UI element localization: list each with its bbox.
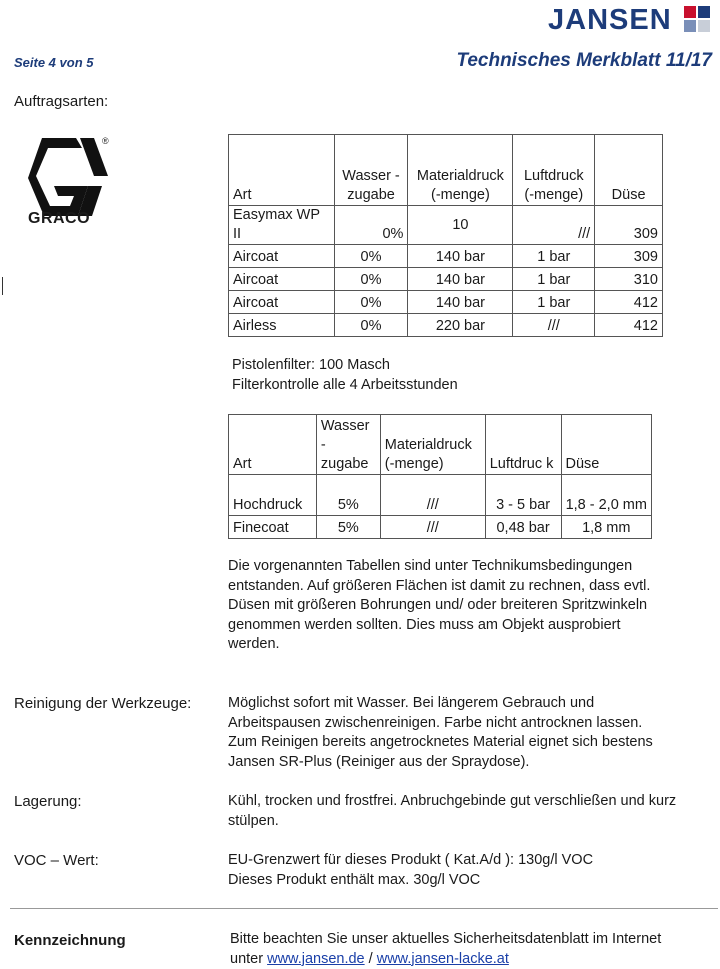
link-jansen-de[interactable]: www.jansen.de — [267, 950, 365, 967]
label-kennzeichnung: Kennzeichnung — [14, 932, 126, 949]
graco-logo-text: GRACO — [28, 210, 91, 227]
table-cell: 140 bar — [408, 268, 513, 291]
table-header-row — [229, 415, 652, 475]
table-header-cell: Luftdruc k — [485, 415, 561, 475]
table-row — [229, 245, 663, 268]
table-cell: 0% — [334, 314, 408, 337]
table-cell: Aircoat — [229, 245, 335, 268]
table-cell: 1,8 - 2,0 mm — [561, 475, 651, 516]
logo-square-icon — [698, 20, 710, 32]
conditions-note — [228, 557, 650, 655]
table-cell: 1 bar — [513, 245, 595, 268]
label-lagerung: Lagerung: — [14, 793, 82, 810]
reinigung-line: Möglichst sofort mit Wasser. Bei längerem Gebrauch und — [228, 695, 595, 711]
table-row — [229, 314, 663, 337]
table-cell: 0% — [334, 268, 408, 291]
kennzeichnung-line: Bitte beachten Sie unser aktuelles Sicherheitsdatenblatt im Internet — [230, 931, 662, 947]
reinigung-text — [228, 694, 653, 772]
table-header-cell: Materialdruck (-menge) — [380, 415, 485, 475]
table-cell: /// — [380, 475, 485, 516]
table-row — [229, 206, 663, 245]
table-cell: 310 — [595, 268, 663, 291]
table-cell: 0% — [334, 291, 408, 314]
table-cell: Aircoat — [229, 268, 335, 291]
note-line: genommen werden sollten. Dies muss am Objekt ausprobiert — [228, 616, 621, 633]
table-header-cell: Düse — [595, 135, 663, 206]
voc-line: Dieses Produkt enthält max. 30g/l VOC — [228, 871, 481, 888]
link-separator: / — [364, 950, 377, 967]
table-header-cell: Art — [229, 415, 317, 475]
table-cell: 220 bar — [408, 314, 513, 337]
kennzeichnung-links — [230, 950, 661, 969]
table-cell: 309 — [595, 206, 663, 245]
lagerung-line: Kühl, trocken und frostfrei. Anbruchgebinde gut verschließen und kurz — [228, 793, 677, 809]
text-cursor — [2, 277, 3, 295]
table-cell: 5% — [316, 516, 380, 539]
graco-logo — [28, 138, 110, 228]
logo-square-icon — [684, 6, 696, 18]
table-cell: 3 - 5 bar — [485, 475, 561, 516]
filter-notes — [232, 356, 458, 395]
table-cell: /// — [380, 516, 485, 539]
table-header-cell: Luftdruck (-menge) — [513, 135, 595, 206]
kennzeichnung-prefix: unter — [230, 950, 268, 967]
page-number: Seite 4 von 5 — [14, 55, 94, 70]
note-line: Die vorgenannten Tabellen sind unter Technikumsbedingungen — [228, 558, 633, 574]
section-auftragsarten: Auftragsarten: — [14, 93, 109, 110]
spray-table-hvlp — [228, 414, 652, 539]
note-line: Düsen mit größeren Bohrungen und/ oder breiteren Spritzwinkeln — [228, 597, 648, 613]
reinigung-line: Arbeitspausen zwischenreinigen. Farbe nicht antrocknen lassen. — [228, 714, 643, 731]
voc-line: EU-Grenzwert für dieses Produkt ( Kat.A/d ): 130g/l VOC — [228, 852, 594, 868]
table-header-cell: Düse — [561, 415, 651, 475]
table-header-cell: Art — [229, 135, 335, 206]
note-line: entstanden. Auf größeren Flächen ist damit zu rechnen, dass evtl. — [228, 577, 651, 594]
filter-note-line: Pistolenfilter: 100 Masch — [232, 357, 390, 373]
table-cell: Aircoat — [229, 291, 335, 314]
table-cell: 1,8 mm — [561, 516, 651, 539]
filter-note-line: Filterkontrolle alle 4 Arbeitsstunden — [232, 376, 458, 393]
table-cell: 0,48 bar — [485, 516, 561, 539]
document-title: Technisches Merkblatt 11/17 — [456, 50, 712, 71]
table-cell: 1 bar — [513, 268, 595, 291]
jansen-logo-text: JANSEN — [548, 4, 672, 36]
table-cell: Airless — [229, 314, 335, 337]
jansen-logo — [548, 3, 714, 37]
table-cell: /// — [513, 314, 595, 337]
jansen-logo-mark-icon — [684, 6, 712, 32]
table-row — [229, 291, 663, 314]
logo-square-icon — [698, 6, 710, 18]
table-header-row — [229, 135, 663, 206]
table-header-cell: Wasser - zugabe — [334, 135, 408, 206]
label-reinigung: Reinigung der Werkzeuge: — [14, 695, 192, 712]
table-cell: Hochdruck — [229, 475, 317, 516]
table-cell: /// — [513, 206, 595, 245]
kennzeichnung-text — [230, 930, 661, 969]
table-cell: 0% — [334, 206, 408, 245]
table-cell: 5% — [316, 475, 380, 516]
table-row — [229, 475, 652, 516]
table-cell: 0% — [334, 245, 408, 268]
logo-square-icon — [684, 20, 696, 32]
label-voc: VOC – Wert: — [14, 852, 99, 869]
table-cell: 412 — [595, 314, 663, 337]
table-cell: Finecoat — [229, 516, 317, 539]
table-cell: 1 bar — [513, 291, 595, 314]
table-cell: 412 — [595, 291, 663, 314]
table-header-cell: Wasser - zugabe — [316, 415, 380, 475]
table-cell: 140 bar — [408, 291, 513, 314]
table-cell: 309 — [595, 245, 663, 268]
divider — [10, 908, 718, 909]
spray-table-graco — [228, 134, 663, 337]
lagerung-text — [228, 792, 676, 831]
reinigung-line: Jansen SR-Plus (Reiniger aus der Spraydose). — [228, 753, 530, 770]
table-header-cell: Materialdruck (-menge) — [408, 135, 513, 206]
voc-text — [228, 851, 593, 890]
table-cell: 140 bar — [408, 245, 513, 268]
table-cell: 10 — [408, 206, 513, 245]
note-line: werden. — [228, 636, 280, 652]
reinigung-line: Zum Reinigen bereits angetrocknetes Material eignet sich bestens — [228, 734, 653, 750]
link-jansen-lacke-at[interactable]: www.jansen-lacke.at — [376, 950, 509, 967]
table-cell: Easymax WP II — [229, 206, 335, 245]
table-row — [229, 268, 663, 291]
lagerung-line: stülpen. — [228, 812, 279, 829]
registered-mark: ® — [102, 136, 109, 146]
table-row — [229, 516, 652, 539]
